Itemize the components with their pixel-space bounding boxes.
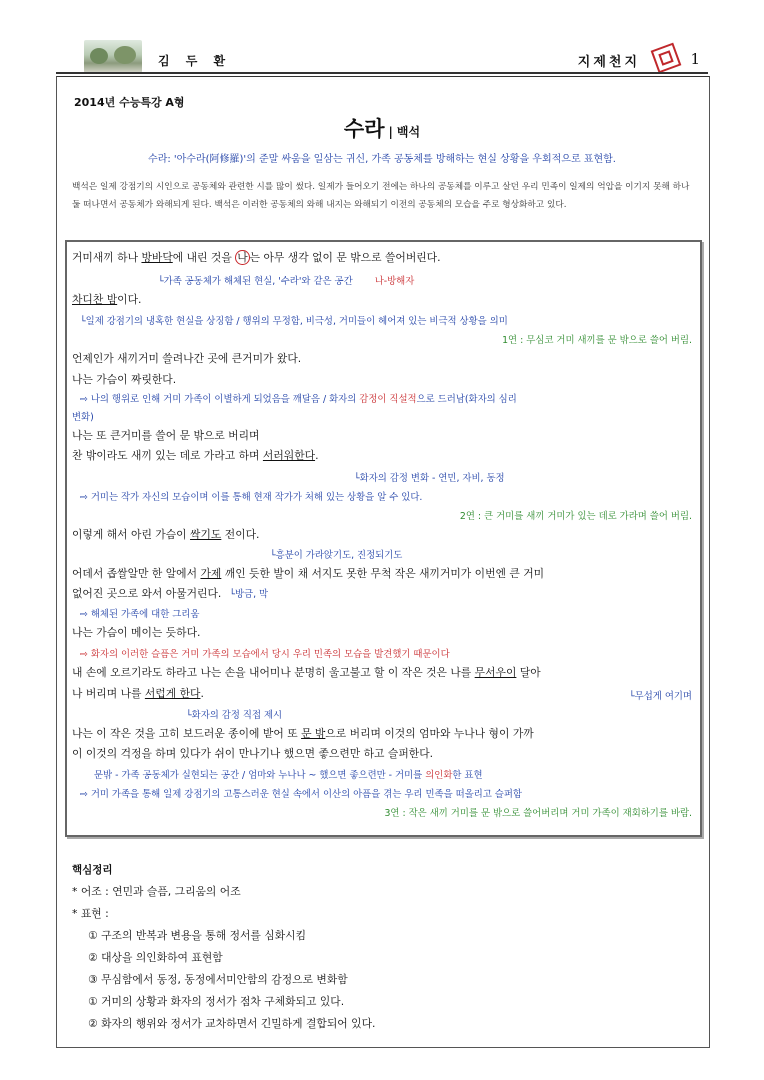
title-summary: 수라: '아수라(阿修羅)'의 준말 싸움을 일삼는 귀신, 가족 공동체를 방해하는 현실 상황을 우회적으로 표현함.: [148, 154, 616, 165]
poem-author: 백석: [396, 125, 421, 139]
poem-title: 수라: [343, 117, 385, 141]
poem-note: 문밖 - 가족 공동체가 실현되는 공간 / 엄마와 누나나 ~ 했으면 좋으련만 - 거미를 의인화한 표현: [94, 770, 483, 781]
poem-line: 어데서 좁쌀알만 한 알에서 가제 깨인 듯한 발이 채 서지도 못한 무척 작은 새끼거미가 이번엔 큰 거미: [72, 567, 545, 580]
header-series: 지제천지: [577, 55, 640, 70]
page-number: 1: [690, 50, 700, 68]
key-expression: * 표현 :: [72, 907, 109, 920]
poem-note: └흥분이 가라앉기도, 진정되기도: [270, 550, 403, 561]
header-divider: [56, 72, 708, 74]
header-image: [84, 40, 142, 73]
stanza-summary: 3연 : 작은 새끼 거미를 문 밖으로 쓸어버리며 거미 가족이 재회하기를 바람.: [384, 808, 692, 819]
poem-note: └일제 강점기의 냉혹한 현실을 상징함 / 행위의 무정함, 비극성, 거미들이 헤어져 있는 비극적 상황을 의미: [80, 316, 508, 327]
poem-line: 나는 가슴이 메이는 듯하다.: [72, 626, 201, 639]
stamp-icon: [651, 43, 682, 74]
stanza-summary: 2연 : 큰 거미를 새끼 거미가 있는 데로 가라며 쓸어 버림.: [459, 511, 692, 522]
poem-note: └화자의 감정 변화 - 연민, 자비, 동정: [354, 473, 505, 484]
title-separator: |: [388, 125, 393, 139]
poem-note: ⇨ 거미 가족을 통해 일제 강점기의 고통스러운 현실 속에서 이산의 아픔을 겪는 우리 민족을 떠올리고 슬퍼함: [80, 789, 522, 800]
poem-line: 나는 또 큰거미를 쓸어 문 밖으로 버리며: [72, 429, 260, 442]
poem-note: └화자의 감정 직접 제시: [186, 710, 283, 721]
key-tone: * 어조 : 연민과 슬픔, 그리움의 어조: [72, 885, 241, 898]
poem-line: 찬 밖이라도 새끼 있는 데로 가라고 하며 서러워한다.: [72, 449, 319, 462]
key-item: ③ 무심함에서 동정, 동정에서미안함의 감정으로 변화함: [88, 973, 348, 986]
stanza-summary: 1연 : 무심코 거미 새끼를 문 밖으로 쓸어 버림.: [502, 335, 692, 346]
poem-note: └가족 공동체가 해체된 현실, '수라'와 같은 공간 나-방해자: [158, 276, 415, 287]
header-author: 김 두 환: [158, 54, 232, 68]
poem-line: 이 이것의 걱정을 하며 있다가 쉬이 만나기나 했으면 좋으련만 하고 슬퍼한다.: [72, 747, 434, 760]
poem-line: 나는 이 작은 것을 고히 보드러운 종이에 받어 또 문 밖으로 버리며 이것의 엄마와 누나나 형이 가까: [72, 727, 534, 740]
poem-note: ⇨ 화자의 이러한 슬픔은 거미 가족의 모습에서 당시 우리 민족의 모습을 발견했기 때문이다: [80, 649, 450, 660]
poem-note: └무섭게 여기며: [629, 691, 692, 702]
key-item: ① 구조의 반복과 변용을 통해 정서를 심화시킴: [88, 929, 307, 942]
intro-paragraph: 백석은 일제 강점기의 시인으로 공동체와 관련한 시를 많이 썼다. 일제가 들어오기 전에는 하나의 공동체를 이루고 살던 우리 민족이 일제의 억압을 이기지 못해 하나 둘 떠나면서 공동체가 와해되게 된다. 백석은 이러한 공동체의 와해 내지는 와해되기 이전의 공동체의 모습을 주로 형상화하고 있다.: [72, 182, 690, 210]
poem-line: 차디찬 밤이다.: [72, 293, 142, 306]
poem-note: ⇨ 나의 행위로 인해 거미 가족이 이별하게 되었음을 깨달음 / 화자의 감정이 직설적으로 드러남(화자의 심리: [80, 394, 517, 405]
poem-line: 없어진 곳으로 와서 아물거린다. └방금, 막: [72, 587, 269, 600]
source-label: 2014년 수능특강 A형: [74, 96, 185, 109]
poem-line: 나는 가슴이 짜릿한다.: [72, 373, 177, 386]
poem-line: 이렇게 해서 아린 가슴이 싹기도 전이다.: [72, 528, 260, 541]
page-title: [0, 113, 764, 143]
page-header: [56, 38, 708, 74]
poem-line: 내 손에 오르기라도 하라고 나는 손을 내어미나 분명히 울고불고 할 이 작은 것은 나를 무서우이 달아: [72, 666, 541, 679]
key-item: ② 화자의 행위와 정서가 교차하면서 긴밀하게 결합되어 있다.: [88, 1017, 376, 1030]
key-summary-title: 핵심정리: [72, 864, 113, 876]
poem-note: ⇨ 거미는 작가 자신의 모습이며 이를 통해 현재 작가가 처해 있는 상황을 알 수 있다.: [80, 492, 423, 503]
key-item: ② 대상을 의인화하여 표현함: [88, 951, 223, 964]
key-item: ① 거미의 상황과 화자의 정서가 점차 구체화되고 있다.: [88, 995, 345, 1008]
poem-line: 나 버리며 나를 서럽게 한다.: [72, 687, 204, 700]
poem-note: 변화): [72, 412, 94, 423]
poem-line: 거미새끼 하나 방바닥에 내린 것을 나 는 아무 생각 없이 문 밖으로 쓸어버린다.: [72, 251, 441, 264]
poem-line: 언제인가 새끼거미 쓸려나간 곳에 큰거미가 왔다.: [72, 352, 302, 365]
poem-note: ⇨ 해체된 가족에 대한 그리움: [80, 609, 200, 620]
